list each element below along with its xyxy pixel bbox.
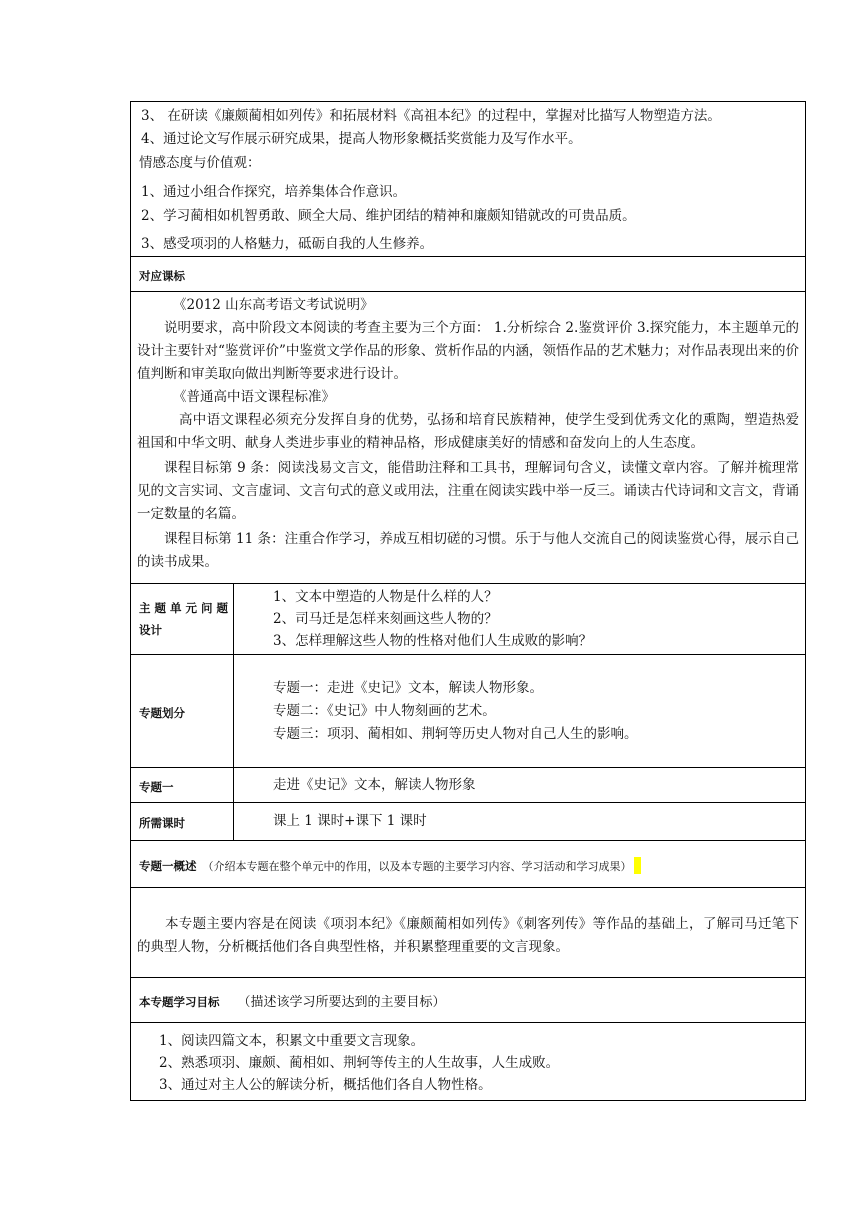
hours-value: 课上 1 课时+课下 1 课时 [273, 813, 427, 829]
unit-question-2: 2、司马迁是怎样来刻画这些人物的？ [273, 611, 498, 627]
standards-label: 对应课标 [139, 268, 185, 283]
topic-item-2: 专题二：《史记》中人物刻画的艺术。 [273, 702, 496, 719]
topic-one-value: 走进《史记》文本，解读人物形象 [273, 776, 476, 793]
highlight-marker [634, 857, 641, 874]
unit-question-1: 1、文本中塑造的人物是什么样的人？ [273, 589, 498, 605]
hours-row [131, 803, 806, 841]
design-table [130, 101, 806, 1101]
overview-paragraph: 本专题主要内容是在阅读《项羽本纪》《廉颇蔺相如列传》《刺客列传》等作品的基础上，了解司马迁笔下的典型人物，分析概括他们各自典型性格，并积累整理重要的文言现象。 [137, 915, 800, 955]
course-goal-9: 课程目标第 9 条：阅读浅易文言文，能借助注释和工具书，理解词句含义，读懂文章内容。了解并梳理常见的文言实词、文言虚词、文言句式的意义或用法，注重在阅读实践中举一反三。诵读古代诗词和文言文，背诵一定数量的名篇。 [137, 460, 800, 522]
goals-note: （描述该学习所要达到的主要目标） [237, 994, 446, 1010]
emotion-heading: 情感态度与价值观： [139, 155, 261, 171]
overview-note: （介绍本专题在整个单元中的作用，以及本专题的主要学习内容、学习活动和学习成果） [202, 859, 632, 873]
hours-label: 所需课时 [139, 816, 185, 830]
exam-doc-paragraph: 说明要求，高中阶段文本阅读的考查主要为三个方面： 1.分析综合 2.鉴赏评价 3.探究能力，本主题单元的设计主要针对“鉴赏评价”中鉴赏文学作品的形象、赏析作品的内涵，领悟作品的艺术魅力；对作品表现出来的价值判断和审美取向做出判断等要求进行设计。 [137, 320, 800, 382]
unit-questions-label-1: 主 题 单 元 问 题 [139, 601, 229, 615]
topic-one-row [131, 768, 806, 803]
unit-question-3: 3、怎样理解这些人物的性格对他们人生成败的影响？ [273, 633, 593, 649]
exam-doc-title: 《2012 山东高考语文考试说明》 [173, 297, 374, 313]
objective-line-3: 3、 在研读《廉颇蔺相如列传》和拓展材料《高祖本纪》的过程中，掌握对比描写人物塑造方法。 [141, 108, 721, 124]
unit-questions-label-2: 设计 [139, 623, 162, 637]
overview-content-row [131, 888, 806, 978]
curriculum-doc-title: 《普通高中语文课程标准》 [173, 389, 335, 405]
overview-label: 专题一概述 [139, 858, 197, 873]
topic-item-1: 专题一：走进《史记》文本，解读人物形象。 [273, 679, 543, 696]
objective-line-4: 4、通过论文写作展示研究成果，提高人物形象概括奖赏能力及写作水平。 [141, 131, 582, 147]
objectives-continued-row [131, 102, 806, 257]
topic-one-label: 专题一 [139, 779, 174, 794]
goals-label: 本专题学习目标 [139, 994, 220, 1009]
course-goal-11: 课程目标第 11 条：注重合作学习，养成互相切磋的习惯。乐于与他人交流自己的阅读鉴赏心得，展示自己的读书成果。 [137, 531, 800, 570]
emotion-item-1: 1、通过小组合作探究，培养集体合作意识。 [141, 184, 407, 200]
goals-content-row [131, 1023, 806, 1101]
document-page [130, 101, 805, 1101]
topic-division-row [131, 655, 806, 768]
emotion-item-3: 3、感受项羽的人格魅力，砥砺自我的人生修养。 [141, 236, 434, 252]
goal-item-2: 2、熟悉项羽、廉颇、蔺相如、荆轲等传主的人生故事，人生成败。 [159, 1055, 560, 1071]
topic-item-3: 专题三：项羽、蔺相如、荆轲等历史人物对自己人生的影响。 [273, 725, 638, 742]
goals-label-row [131, 978, 806, 1023]
emotion-item-2: 2、学习蔺相如机智勇敢、顾全大局、维护团结的精神和廉颇知错就改的可贵品质。 [141, 208, 636, 224]
goal-item-3: 3、通过对主人公的解读分析，概括他们各自人物性格。 [159, 1077, 492, 1093]
topic-division-label: 专题划分 [139, 705, 185, 720]
standards-content-row [131, 292, 806, 584]
curriculum-doc-paragraph: 高中语文课程必须充分发挥自身的优势，弘扬和培育民族精神，使学生受到优秀文化的熏陶，塑造热爱祖国和中华文明、献身人类进步事业的精神品格，形成健康美好的情感和奋发向上的人生态度。 [137, 412, 800, 451]
overview-label-row [131, 841, 806, 888]
goal-item-1: 1、阅读四篇文本，积累文中重要文言现象。 [159, 1033, 425, 1049]
standards-label-row [131, 257, 806, 292]
unit-questions-row [131, 584, 806, 655]
